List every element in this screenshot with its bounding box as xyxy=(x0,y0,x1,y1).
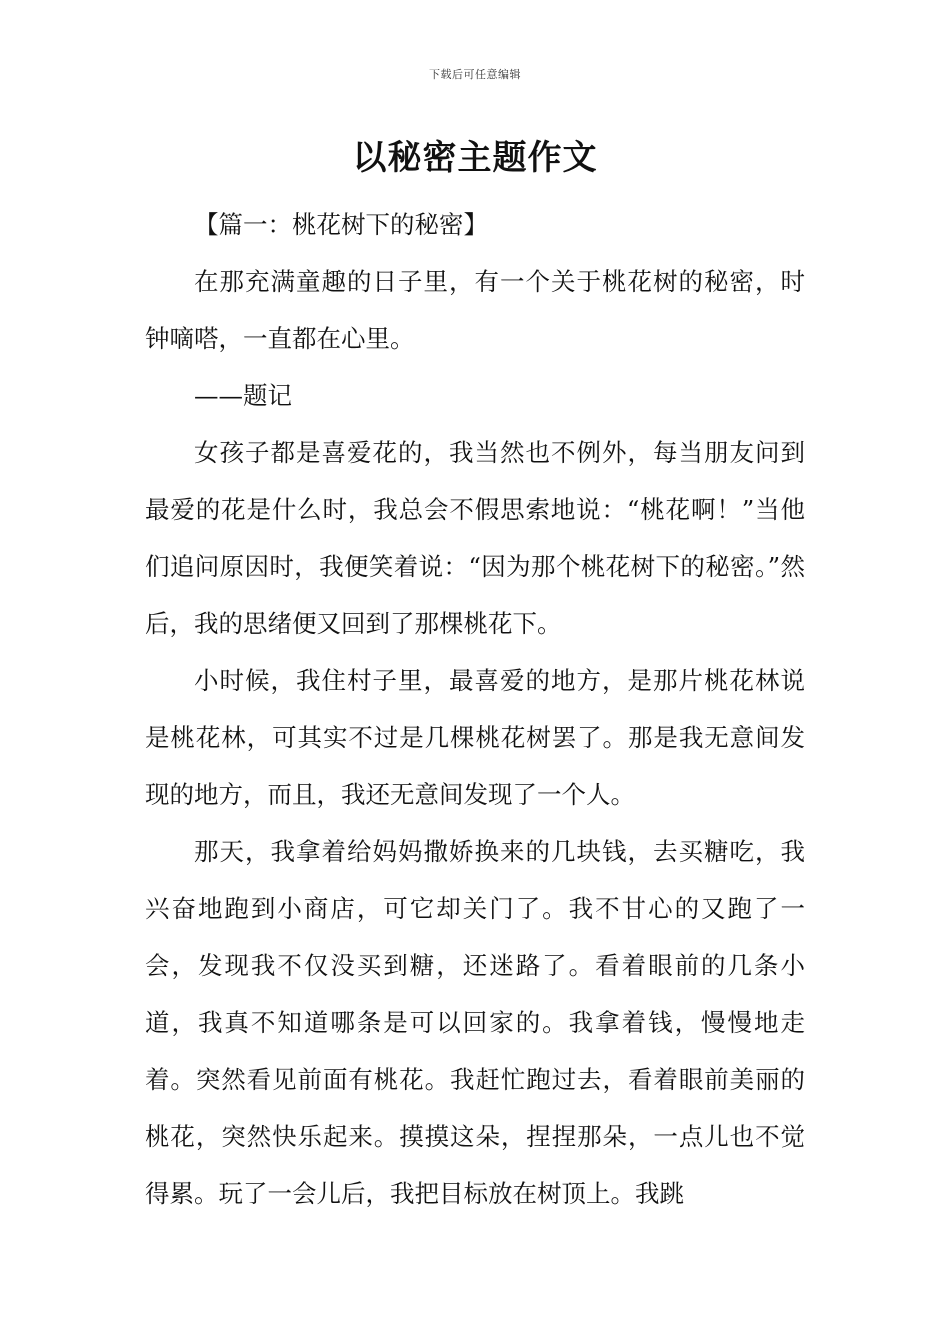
paragraph: 女孩子都是喜爱花的，我当然也不例外，每当朋友问到最爱的花是什么时，我总会不假思索地说：“桃花啊！”当他们追问原因时，我便笑着说：“因为那个桃花树下的秘密。”然后，我的思绪便又回到了那棵桃花下。 xyxy=(145,438,805,638)
section-heading: 【篇一：桃花树下的秘密】 xyxy=(194,210,488,239)
paragraph-epigraph: 在那充满童趣的日子里，有一个关于桃花树的秘密，时钟嘀嗒，一直都在心里。 xyxy=(145,267,805,353)
document-body xyxy=(145,196,805,1222)
document-title: 以秘密主题作文 xyxy=(352,138,598,178)
header-note: 下载后可任意编辑 xyxy=(429,68,521,81)
paragraph: 小时候，我住村子里，最喜爱的地方，是那片桃花林说是桃花林，可其实不过是几棵桃花树罢了。那是我无意间发现的地方，而且，我还无意间发现了一个人。 xyxy=(145,666,805,809)
paragraph-epigraph-attribution: ——题记 xyxy=(194,381,292,410)
paragraph: 那天，我拿着给妈妈撒娇换来的几块钱，去买糖吃，我兴奋地跑到小商店，可它却关门了。我不甘心的又跑了一会，发现我不仅没买到糖，还迷路了。看着眼前的几条小道，我真不知道哪条是可以回家的。我拿着钱，慢慢地走着。突然看见前面有桃花。我赶忙跑过去，看着眼前美丽的桃花，突然快乐起来。摸摸这朵，捏捏那朵，一点儿也不觉得累。玩了一会儿后，我把目标放在树顶上。我跳 xyxy=(145,837,805,1208)
